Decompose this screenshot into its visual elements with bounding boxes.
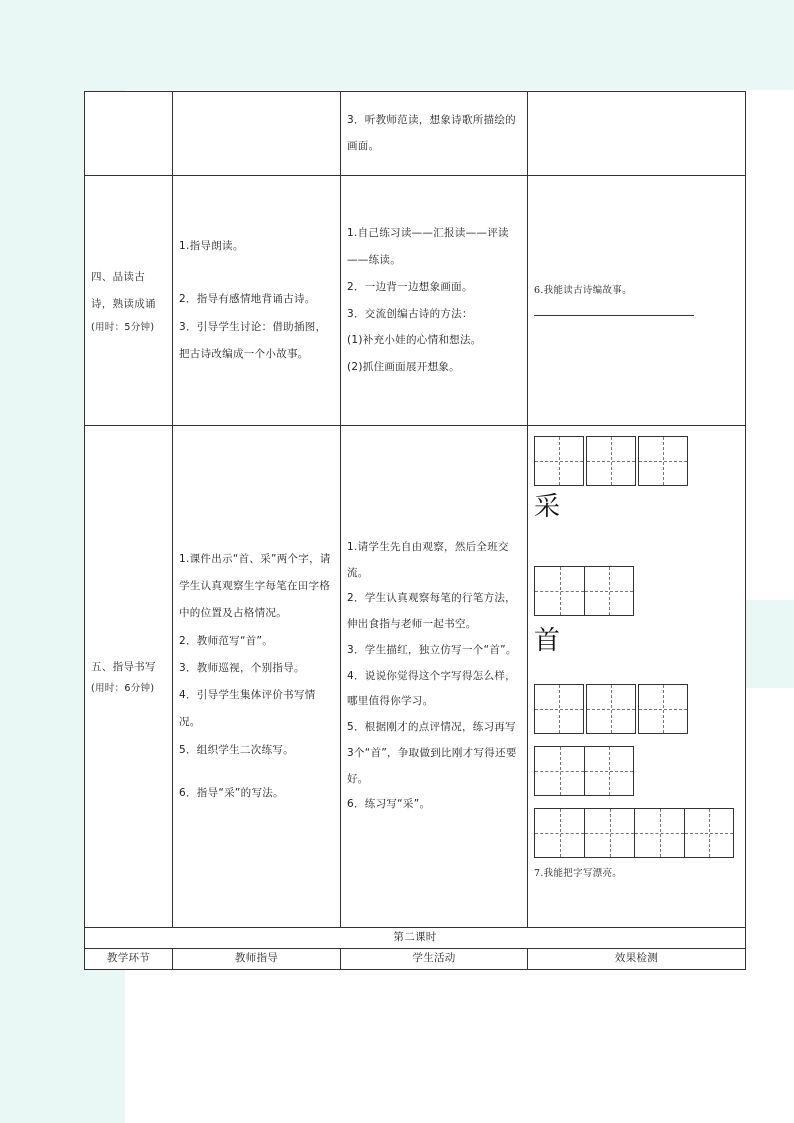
guidance-cell xyxy=(173,426,341,928)
second-lesson-title: 第二课时 xyxy=(85,928,746,949)
tianzige-cell[interactable] xyxy=(584,808,634,858)
effect-cell xyxy=(528,92,746,176)
stage-duration: (用时：5分钟) xyxy=(91,321,155,333)
guidance-step: 3．引导学生讨论：借助插图，把古诗改编成一个小故事。 xyxy=(179,320,327,360)
column-header: 学生活动 xyxy=(341,949,528,970)
table-header-row xyxy=(85,949,746,970)
effect-cell xyxy=(528,176,746,426)
guidance-step: 1.指导朗读。 xyxy=(179,239,244,252)
tianzige-row xyxy=(534,436,739,486)
activity-cell xyxy=(341,92,528,176)
stage-cell xyxy=(85,92,173,176)
activity-step: 1.请学生先自由观察，然后全班交流。 xyxy=(347,541,509,579)
activity-step: (2)抓住画面展开想象。 xyxy=(347,361,460,374)
table-row xyxy=(85,176,746,426)
activity-step: 2．学生认真观察每笔的行笔方法，伸出食指与老师一起书空。 xyxy=(347,592,516,631)
stage-title: 四、品读古诗，熟读成诵 xyxy=(91,271,156,311)
tianzige-cell[interactable] xyxy=(534,684,584,734)
tianzige-row xyxy=(534,746,739,796)
guidance-step: 2．指导有感情地背诵古诗。 xyxy=(179,293,316,306)
stage-cell xyxy=(85,426,173,928)
tianzige-row xyxy=(534,566,739,616)
tianzige-cell[interactable] xyxy=(584,746,634,796)
practice-char-shou: 首 xyxy=(534,626,561,656)
tianzige-cell[interactable] xyxy=(534,746,584,796)
activity-step: 2．一边背一边想象画面。 xyxy=(347,280,473,293)
table-row xyxy=(85,92,746,176)
tianzige-row xyxy=(534,684,739,734)
activity-step: 5．根据刚才的点评情况，练习再写3个“首”，争取做到比刚才写得还要好。 xyxy=(347,721,517,785)
stage-duration: (用时：6分钟) xyxy=(91,683,155,695)
table-row xyxy=(85,928,746,949)
tianzige-row xyxy=(534,808,739,858)
activity-cell xyxy=(341,426,528,928)
tianzige-cell[interactable] xyxy=(534,436,584,486)
activity-step: 6．练习写“采”。 xyxy=(347,798,431,811)
effect-prompt: 6.我能读古诗编故事。 xyxy=(534,284,632,296)
activity-step: 1.自己练习读——汇报读——评读——练读。 xyxy=(347,227,509,266)
guidance-step: 1.课件出示“首、采”两个字，请学生认真观察生字每笔在田字格中的位置及占格情况。 xyxy=(179,552,331,620)
answer-line xyxy=(534,303,694,316)
guidance-step: 5．组织学生二次练写。 xyxy=(179,743,294,756)
column-header: 教学环节 xyxy=(85,949,173,970)
tianzige-cell[interactable] xyxy=(586,684,636,734)
guidance-step: 6．指导“采”的写法。 xyxy=(179,787,284,800)
column-header: 效果检测 xyxy=(528,949,746,970)
activity-step: 4．说说你觉得这个字写得怎么样，哪里值得你学习。 xyxy=(347,669,516,708)
tianzige-cell[interactable] xyxy=(634,808,684,858)
stage-cell xyxy=(85,176,173,426)
guidance-step: 3．教师巡视，个别指导。 xyxy=(179,661,305,674)
lesson-plan-table xyxy=(84,91,746,970)
guidance-step: 4．引导学生集体评价书写情况。 xyxy=(179,689,316,729)
tianzige-cell[interactable] xyxy=(684,808,734,858)
page-margin-right-tab xyxy=(742,600,794,688)
guidance-step: 2．教师范写“首”。 xyxy=(179,634,274,647)
page-margin-top xyxy=(0,0,794,90)
tianzige-cell[interactable] xyxy=(638,684,688,734)
activity-step: (1)补充小娃的心情和想法。 xyxy=(347,334,482,347)
guidance-cell xyxy=(173,92,341,176)
guidance-cell xyxy=(173,176,341,426)
effect-prompt: 7.我能把字写漂亮。 xyxy=(534,868,623,879)
tianzige-cell[interactable] xyxy=(534,808,584,858)
activity-step: 3．交流创编古诗的方法： xyxy=(347,307,473,320)
activity-cell xyxy=(341,176,528,426)
activity-step: 3．学生描红，独立仿写一个“首”。 xyxy=(347,643,517,656)
tianzige-cell[interactable] xyxy=(638,436,688,486)
tianzige-cell[interactable] xyxy=(586,436,636,486)
table-row xyxy=(85,426,746,928)
tianzige-cell[interactable] xyxy=(584,566,634,616)
stage-title: 五、指导书写 xyxy=(91,660,156,673)
tianzige-cell[interactable] xyxy=(534,566,584,616)
practice-char-cai: 采 xyxy=(534,492,561,522)
effect-cell xyxy=(528,426,746,928)
column-header: 教师指导 xyxy=(173,949,341,970)
activity-step: 3．听教师范读，想象诗歌所描绘的画面。 xyxy=(347,114,516,152)
